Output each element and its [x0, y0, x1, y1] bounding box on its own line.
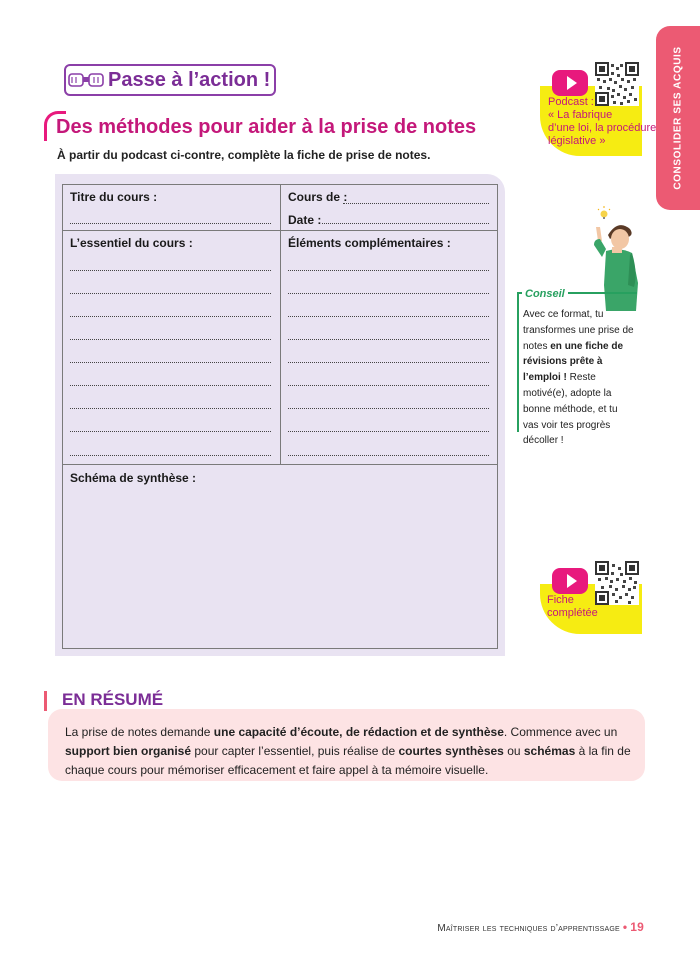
cours-de-field[interactable]	[343, 203, 489, 204]
essentiel-line[interactable]	[70, 316, 271, 317]
essentiel-label: L’essentiel du cours :	[70, 236, 193, 250]
fiche-line: Fiche	[547, 594, 574, 606]
schema-label: Schéma de synthèse :	[70, 471, 197, 485]
resume-bold: support bien organisé	[65, 744, 192, 758]
complementaires-line[interactable]	[288, 385, 489, 386]
essentiel-line[interactable]	[70, 455, 271, 456]
conseil-part: Reste motivé(e), adopte la bonne méthode, et tu vas voir tes progrès décoller !	[523, 372, 618, 447]
date-label: Date :	[288, 213, 322, 227]
podcast-line: « La fabrique	[548, 109, 613, 121]
instruction-text: À partir du podcast ci-contre, complète la fiche de prise de notes.	[57, 148, 431, 162]
play-icon	[567, 574, 577, 588]
conseil-part: Avec ce format, tu transformes une prise de notes	[523, 309, 634, 352]
podcast-caption[interactable]	[548, 96, 656, 148]
section-title-text: Des méthodes pour aider à la prise de notes	[56, 116, 477, 138]
conseil-bold: en une fiche de révisions prête à l’emploi !	[523, 340, 624, 384]
resume-part: ou	[503, 744, 524, 758]
resume-part: . Commence avec un	[503, 725, 618, 739]
fiche-line: complétée	[547, 607, 598, 619]
podcast-line: d’une loi, la procédure	[548, 122, 657, 134]
complementaires-line[interactable]	[288, 270, 489, 271]
titre-cours-field[interactable]	[70, 223, 271, 224]
essentiel-line[interactable]	[70, 408, 271, 409]
resume-text	[65, 723, 633, 780]
section-title	[44, 111, 477, 143]
titre-cours-label: Titre du cours :	[70, 190, 158, 204]
resume-part: à la fin de chaque cours pour mémoriser efficacement et faire appel à ta mémoire visuelle.	[65, 744, 631, 777]
play-icon	[567, 76, 577, 90]
podcast-line: législative »	[548, 135, 606, 147]
date-field[interactable]	[322, 223, 489, 224]
binoculars-icon	[68, 69, 104, 91]
fiche-caption[interactable]	[547, 594, 598, 620]
essentiel-line[interactable]	[70, 270, 271, 271]
essentiel-line[interactable]	[70, 339, 271, 340]
resume-bold: schémas	[523, 744, 576, 758]
conseil-text	[523, 307, 635, 449]
side-tab-label: CONSOLIDER SES ACQUIS	[672, 46, 684, 190]
essentiel-line[interactable]	[70, 293, 271, 294]
essentiel-line[interactable]	[70, 431, 271, 432]
essentiel-line[interactable]	[70, 362, 271, 363]
form-divider	[280, 184, 281, 465]
footer-text: Maîtriser les techniques d’apprentissage	[437, 923, 620, 934]
complementaires-line[interactable]	[288, 316, 489, 317]
essentiel-line[interactable]	[70, 385, 271, 386]
action-badge	[64, 64, 276, 96]
page-footer	[437, 920, 644, 934]
page-number: 19	[630, 920, 644, 934]
fiche-play-button[interactable]	[552, 568, 588, 594]
resume-part: pour capter l’essentiel, puis réalise de	[191, 744, 399, 758]
complementaires-line[interactable]	[288, 431, 489, 432]
resume-accent-bar	[44, 691, 47, 711]
complementaires-line[interactable]	[288, 408, 489, 409]
complementaires-line[interactable]	[288, 293, 489, 294]
complementaires-label: Éléments complémentaires :	[288, 236, 451, 250]
complementaires-line[interactable]	[288, 455, 489, 456]
resume-bold: courtes synthèses	[398, 744, 504, 758]
resume-title: EN RÉSUMÉ	[62, 690, 164, 709]
podcast-line: Podcast :	[548, 96, 594, 108]
resume-part: La prise de notes demande	[65, 725, 214, 739]
side-tab	[656, 26, 700, 210]
podcast-play-button[interactable]	[552, 70, 588, 96]
cours-de-label: Cours de :	[288, 190, 348, 204]
footer-bullet: •	[622, 920, 628, 934]
conseil-title: Conseil	[522, 288, 568, 300]
resume-bold: une capacité d’écoute, de rédaction et de synthèse	[213, 725, 504, 739]
fiche-qr-code[interactable]	[595, 561, 639, 605]
action-label: Passe à l’action !	[108, 68, 271, 91]
complementaires-line[interactable]	[288, 339, 489, 340]
complementaires-line[interactable]	[288, 362, 489, 363]
